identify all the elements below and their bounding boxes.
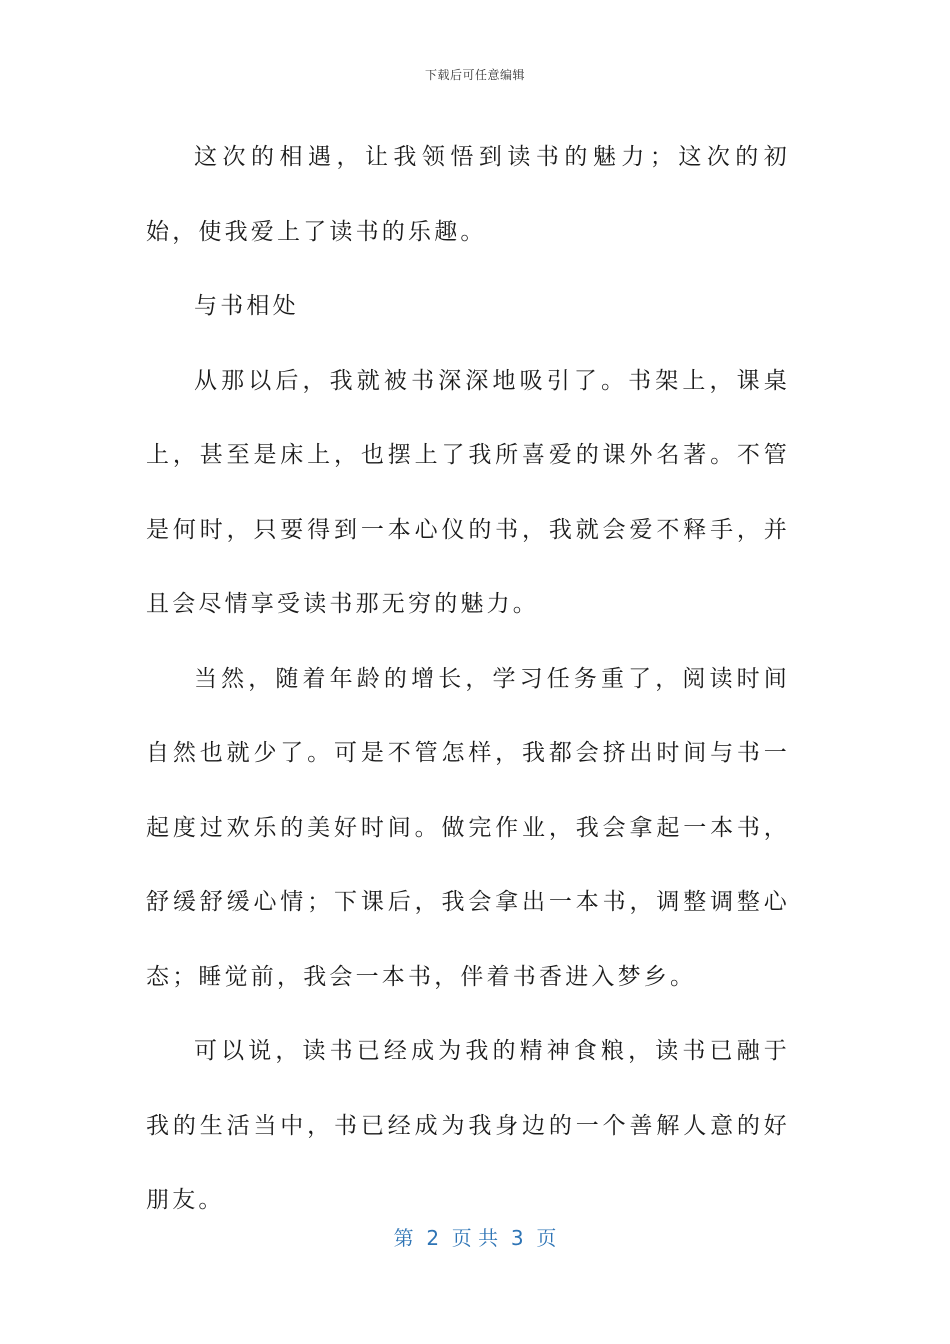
paragraph-encounter: 这次的相遇，让我领悟到读书的魅力；这次的初始，使我爱上了读书的乐趣。 xyxy=(146,144,790,245)
document-body xyxy=(146,120,790,1238)
paragraph-attraction: 从那以后，我就被书深深地吸引了。书架上，课桌上，甚至是床上，也摆上了我所喜爱的课外名著。不管是何时，只要得到一本心仪的书，我就会爱不释手，并且会尽情享受读书那无穷的魅力。 xyxy=(146,367,790,617)
page-header: 下载后可任意编辑 xyxy=(424,68,525,82)
paragraph-conclusion: 可以说，读书已经成为我的精神食粮，读书已融于我的生活当中，书已经成为我身边的一个善解人意的好朋友。 xyxy=(146,1038,790,1213)
page-footer: 第 2 页 共 3 页 xyxy=(393,1226,557,1250)
section-heading: 与书相处 xyxy=(194,293,299,319)
paragraph-reading-time: 当然，随着年龄的增长，学习任务重了，阅读时间自然也就少了。可是不管怎样，我都会挤出时间与书一起度过欢乐的美好时间。做完作业，我会拿起一本书，舒缓舒缓心情；下课后，我会拿出一本书，调整调整心态；睡觉前，我会一本书，伴着书香进入梦乡。 xyxy=(146,665,790,990)
